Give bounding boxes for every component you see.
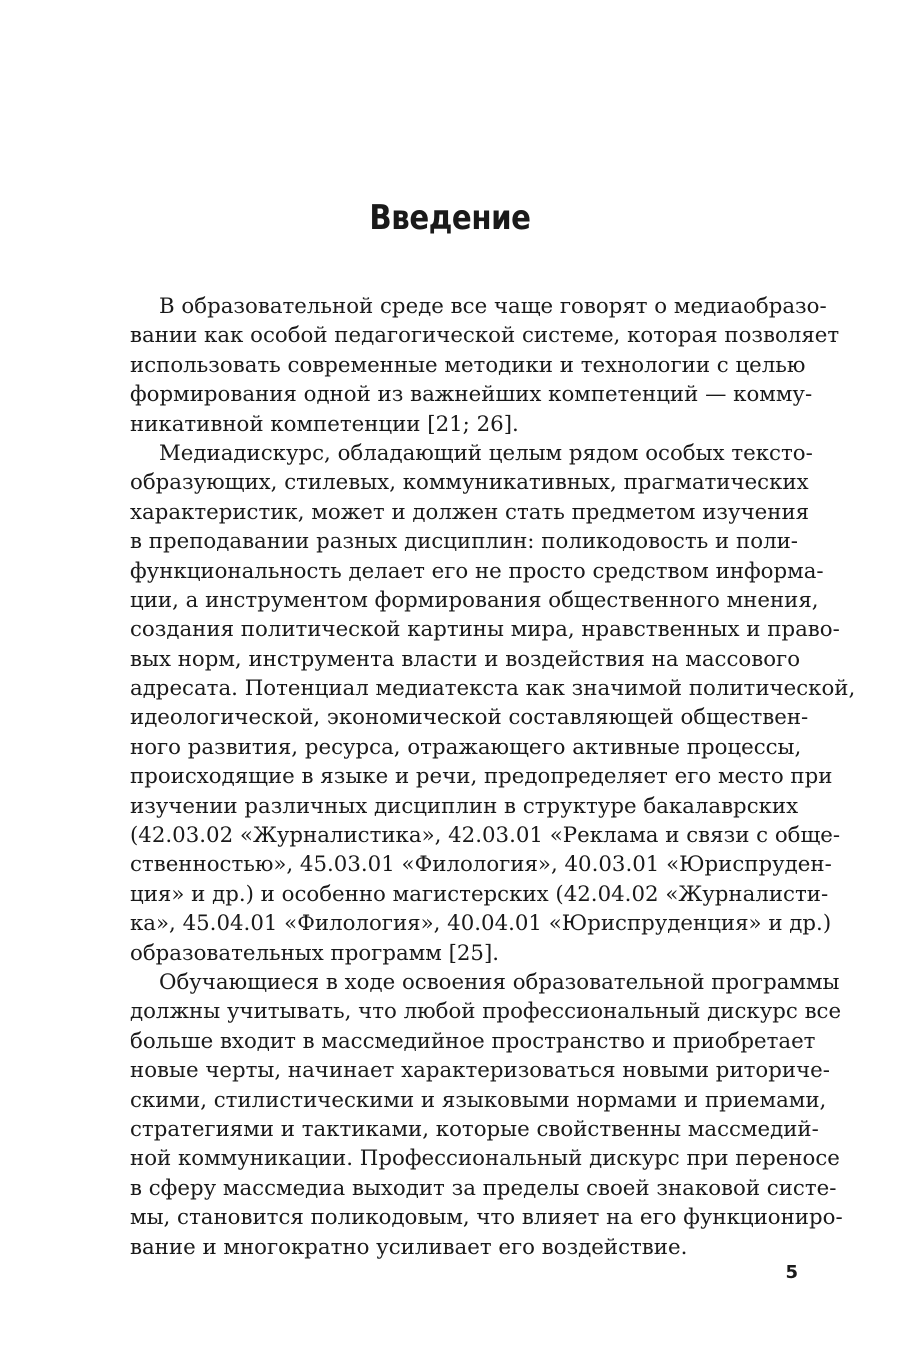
text-line: ной коммуникации. Профессиональный дискурс при переносе (130, 1146, 840, 1172)
body-text (130, 292, 856, 1262)
text-line: происходящие в языке и речи, предопределяет его место при (130, 764, 833, 790)
text-line: В образовательной среде все чаще говорят о медиаобразо- (159, 294, 827, 319)
text-line: вании как особой педагогической системе, которая позволяет (130, 323, 840, 349)
text-line: ного развития, ресурса, отражающего активные процессы, (130, 734, 802, 760)
text-line: в преподавании разных дисциплин: поликодовость и поли- (130, 529, 798, 555)
text-line: идеологической, экономической составляющей обществен- (130, 705, 809, 731)
text-line: (42.03.02 «Журналистика», 42.03.01 «Реклама и связи с обще- (130, 823, 841, 849)
text-line: ка», 45.04.01 «Филология», 40.04.01 «Юриспруденция» и др.) (130, 911, 832, 937)
text-line: использовать современные методики и технологии с целью (130, 352, 806, 378)
text-line: характеристик, может и должен стать предметом изучения (130, 499, 810, 525)
text-line: создания политической картины мира, нравственных и право- (130, 617, 840, 643)
chapter-title: Введение (369, 198, 531, 238)
text-line: функциональность делает его не просто средством информа- (130, 558, 824, 584)
paragraph (130, 968, 843, 1262)
text-line: мы, становится поликодовым, что влияет на его функциониро- (130, 1205, 843, 1231)
text-line: должны учитывать, что любой профессиональный дискурс все (130, 999, 842, 1025)
text-line: ственностью», 45.03.01 «Филология», 40.03.01 «Юриспруден- (130, 852, 832, 878)
text-line: формирования одной из важнейших компетенций — комму- (130, 382, 813, 408)
text-line: в сферу массмедиа выходит за пределы своей знаковой систе- (130, 1175, 837, 1201)
text-line: никативной компетенции [21; 26]. (130, 411, 519, 437)
text-line: изучении различных дисциплин в структуре бакалаврских (130, 793, 799, 819)
text-line: ция» и др.) и особенно магистерских (42.04.02 «Журналисти- (130, 881, 829, 907)
page-number: 5 (785, 1262, 798, 1283)
text-line: образовательных программ [25]. (130, 940, 500, 966)
text-line: образующих, стилевых, коммуникативных, прагматических (130, 470, 809, 496)
paragraph (130, 292, 840, 439)
text-line: стратегиями и тактиками, которые свойственны массмедий- (130, 1116, 819, 1142)
text-line: Обучающиеся в ходе освоения образовательной программы (159, 969, 840, 995)
text-line: Медиадискурс, обладающий целым рядом особых тексто- (159, 440, 813, 466)
text-line: адресата. Потенциал медиатекста как значимой политической, (130, 676, 856, 702)
text-line: новые черты, начинает характеризоваться новыми риториче- (130, 1058, 830, 1084)
text-line: вание и многократно усиливает его воздействие. (130, 1234, 688, 1260)
text-line: больше входит в массмедийное пространство и приобретает (130, 1028, 816, 1054)
text-line: скими, стилистическими и языковыми нормами и приемами, (130, 1087, 827, 1113)
paragraph (130, 439, 856, 968)
text-line: вых норм, инструмента власти и воздействия на массового (130, 646, 801, 672)
text-line: ции, а инструментом формирования общественного мнения, (130, 587, 819, 613)
